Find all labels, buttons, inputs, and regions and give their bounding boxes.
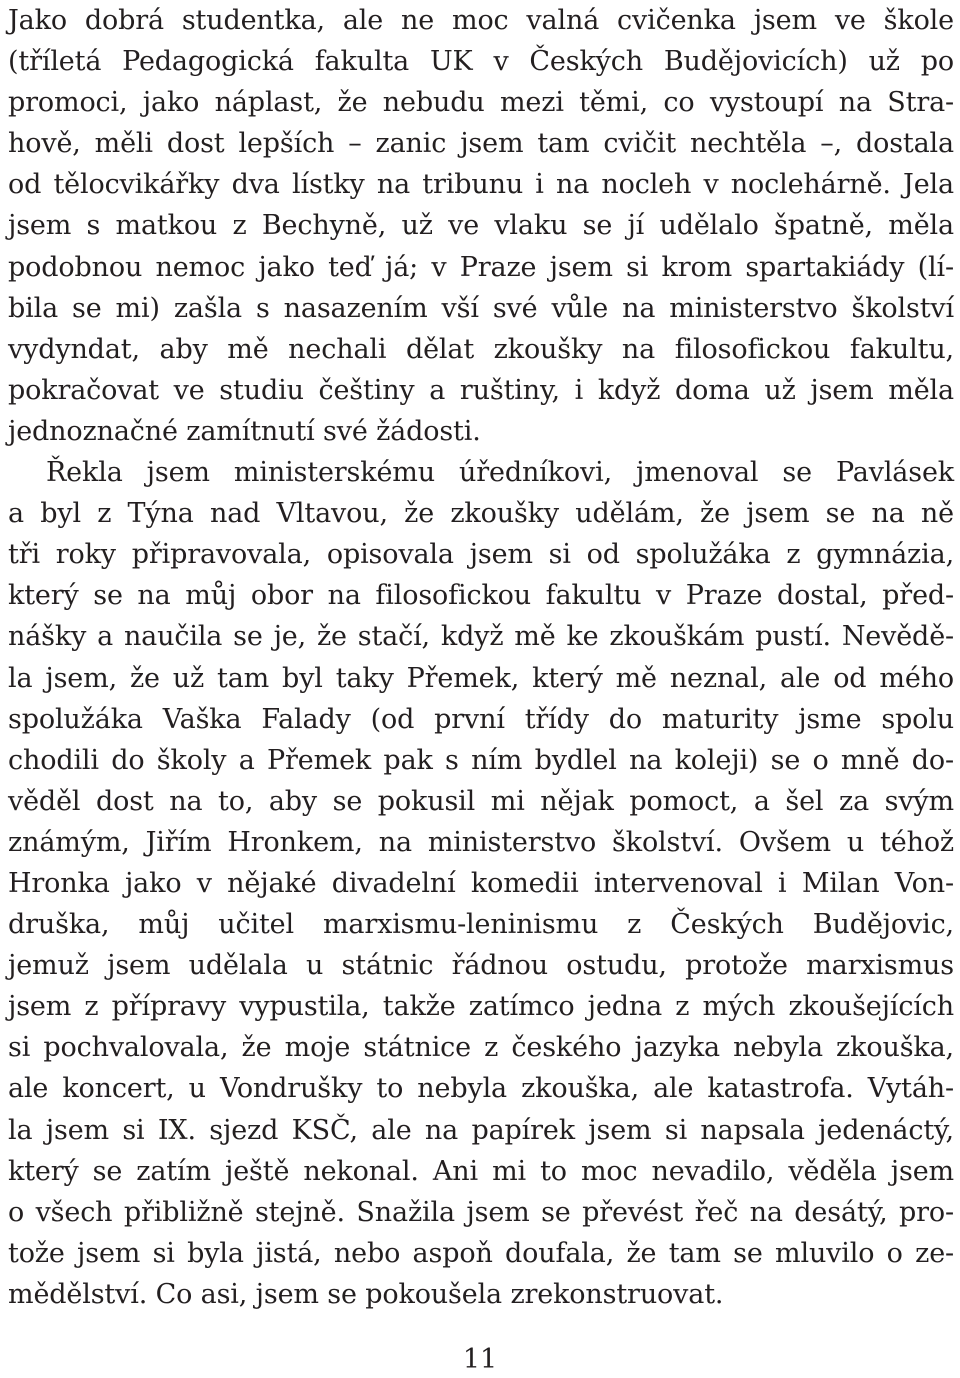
paragraph-2: [8, 452, 954, 1315]
text-line: tože jsem si byla jistá, nebo aspoň doufala, že tam se mluvilo o ze-: [8, 1237, 954, 1269]
text-line: la jsem si IX. sjezd KSČ, ale na papírek jsem si napsala jedenáctý,: [8, 1114, 954, 1146]
text-line: jemuž jsem udělala u státnic řádnou ostudu, protože marxismus: [8, 950, 954, 982]
text-line: (tříletá Pedagogická fakulta UK v Českých Budějovicích) už po: [8, 46, 954, 78]
text-line: chodili do školy a Přemek pak s ním bydlel na koleji) se o mně do-: [8, 744, 954, 776]
text-line: jsem s matkou z Bechyně, už ve vlaku se jí udělalo špatně, měla: [8, 210, 954, 242]
text-line: známým, Jiřím Hronkem, na ministerstvo školství. Ovšem u téhož: [8, 826, 954, 858]
page-body: [8, 0, 954, 1315]
text-line: o všech přibližně stejně. Snažila jsem se převést řeč na desátý, pro-: [8, 1196, 954, 1228]
paragraph-1: [8, 0, 954, 452]
text-line: jsem z přípravy vypustila, takže zatímco jedna z mých zkoušejících: [8, 991, 954, 1023]
text-line: si pochvalovala, že moje státnice z českého jazyka nebyla zkouška,: [8, 1032, 954, 1064]
text-line: podobnou nemoc jako teď já; v Praze jsem si krom spartakiády (lí-: [8, 251, 954, 283]
text-line: Hronka jako v nějaké divadelní komedii intervenoval i Milan Von-: [8, 867, 954, 899]
text-line: la jsem, že už tam byl taky Přemek, který mě neznal, ale od mého: [8, 662, 954, 694]
text-line: který se na můj obor na filosofickou fakultu v Praze dostal, před-: [8, 580, 954, 612]
text-line: Řekla jsem ministerskému úředníkovi, jmenoval se Pavlásek: [46, 457, 954, 489]
text-line: tři roky připravovala, opisovala jsem si od spolužáka z gymnázia,: [8, 539, 954, 571]
text-line: jednoznačné zamítnutí své žádosti.: [8, 415, 481, 447]
text-line: druška, můj učitel marxismu-leninismu z Českých Budějovic,: [8, 909, 954, 941]
text-line: Jako dobrá studentka, ale ne moc valná cvičenka jsem ve škole: [8, 5, 954, 36]
text-line: promoci, jako náplast, že nebudu mezi těmi, co vystoupí na Stra-: [8, 87, 954, 119]
text-line: bila se mi) zašla s nasazením vší své vůle na ministerstvo školství: [8, 292, 954, 324]
text-line: spolužáka Vaška Falady (od první třídy do maturity jsme spolu: [8, 703, 954, 735]
text-line: věděl dost na to, aby se pokusil mi nějak pomoct, a šel za svým: [8, 785, 954, 817]
text-line: pokračovat ve studiu češtiny a ruštiny, i když doma už jsem měla: [8, 374, 954, 406]
text-line: hově, měli dost lepších – zanic jsem tam cvičit nechtěla –, dostala: [8, 128, 954, 160]
page-number: 11: [462, 1344, 498, 1375]
text-line: který se zatím ještě nekonal. Ani mi to moc nevadilo, věděla jsem: [8, 1155, 954, 1187]
text-line: mědělství. Co asi, jsem se pokoušela zrekonstruovat.: [8, 1278, 724, 1310]
text-line: nášky a naučila se je, že stačí, když mě ke zkouškám pustí. Nevědě-: [8, 621, 954, 653]
text-line: a byl z Týna nad Vltavou, že zkoušky udělám, že jsem se na ně: [8, 498, 954, 530]
text-line: ale koncert, u Vondrušky to nebyla zkouška, ale katastrofa. Vytáh-: [8, 1073, 954, 1105]
text-line: od tělocvikářky dva lístky na tribunu i na nocleh v noclehárně. Jela: [8, 169, 954, 201]
text-line: vydyndat, aby mě nechali dělat zkoušky na filosofickou fakultu,: [8, 333, 954, 365]
